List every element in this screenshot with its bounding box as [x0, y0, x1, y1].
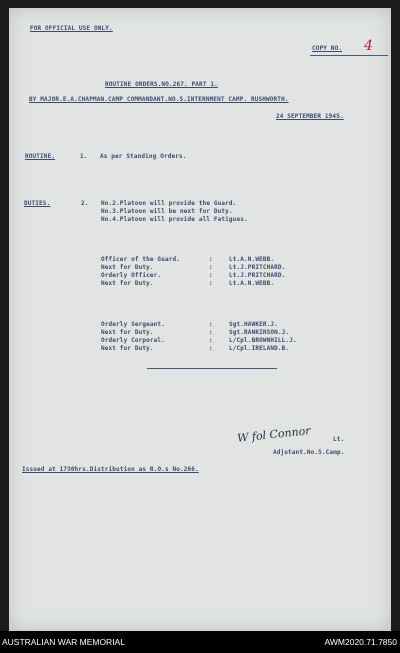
officer-role: Next for Duty. [101, 264, 154, 271]
separator-colon: : [209, 280, 213, 287]
separator-colon: : [209, 264, 213, 271]
nco-name: Sgt.RANKINSON.J. [229, 329, 290, 336]
separator-colon: : [209, 272, 213, 279]
officer-role: Next for Duty. [101, 280, 154, 287]
nco-role: Next for Duty. [101, 329, 154, 336]
separator-colon: : [209, 256, 213, 263]
issuer-line: BY MAJOR.E.A.CHAPMAN.CAMP COMMANDANT.NO.5.INTERNMENT CAMP. RUSHWORTH. [29, 96, 289, 103]
duties-line: No.4.Platoon will provide all Fatigues. [101, 216, 248, 223]
document-page [9, 8, 391, 631]
copy-underline [310, 55, 388, 56]
routine-text: As per Standing Orders. [100, 153, 187, 160]
officer-role: Officer of the Guard. [101, 256, 181, 263]
separator-colon: : [209, 345, 213, 352]
footer-source: AUSTRALIAN WAR MEMORIAL [2, 637, 125, 647]
classification-label: FOR OFFICIAL USE ONLY. [30, 25, 113, 32]
issued-note: Issued at 1730hrs.Distribution as R.O.s No.266. [22, 466, 199, 473]
copy-label: COPY NO. [312, 45, 343, 52]
handwritten-signature: W fol Connor [236, 424, 312, 445]
duties-number: 2. [81, 200, 89, 207]
separator-colon: : [209, 321, 213, 328]
nco-role: Orderly Corporal. [101, 337, 165, 344]
officer-role: Orderly Officer. [101, 272, 162, 279]
document-title: ROUTINE ORDERS.NO.267. PART 1. [105, 81, 218, 88]
document-date: 24 SEPTEMBER 1945. [276, 113, 344, 120]
nco-name: L/Cpl.BROWNHILL.J. [229, 337, 297, 344]
duties-heading: DUTIES. [24, 200, 51, 207]
copy-number: 4 [364, 38, 373, 54]
duties-line: No.3.Platoon will be next for Duty. [101, 208, 233, 215]
nco-name: Sgt.HAWKER.J. [229, 321, 278, 328]
duties-line: No.2.Platoon will provide the Guard. [101, 200, 237, 207]
separator-colon: : [209, 329, 213, 336]
routine-number: 1. [80, 153, 88, 160]
officer-name: Lt.A.N.WEBB. [229, 280, 275, 287]
nco-name: L/Cpl.IRELAND.B. [229, 345, 290, 352]
section-divider [147, 368, 277, 369]
routine-heading: ROUTINE. [25, 153, 56, 160]
officer-name: Lt.J.PRITCHARD. [229, 264, 286, 271]
officer-name: Lt.J.PRITCHARD. [229, 272, 286, 279]
archive-footer [0, 631, 400, 653]
officer-name: Lt.A.N.WEBB. [229, 256, 275, 263]
footer-accession-number: AWM2020.71.7850 [324, 637, 397, 647]
nco-role: Orderly Sergeant. [101, 321, 165, 328]
signatory-title: Adjutant.No.5.Camp. [273, 449, 345, 456]
nco-role: Next for Duty. [101, 345, 154, 352]
separator-colon: : [209, 337, 213, 344]
signature-suffix: Lt. [333, 436, 345, 443]
